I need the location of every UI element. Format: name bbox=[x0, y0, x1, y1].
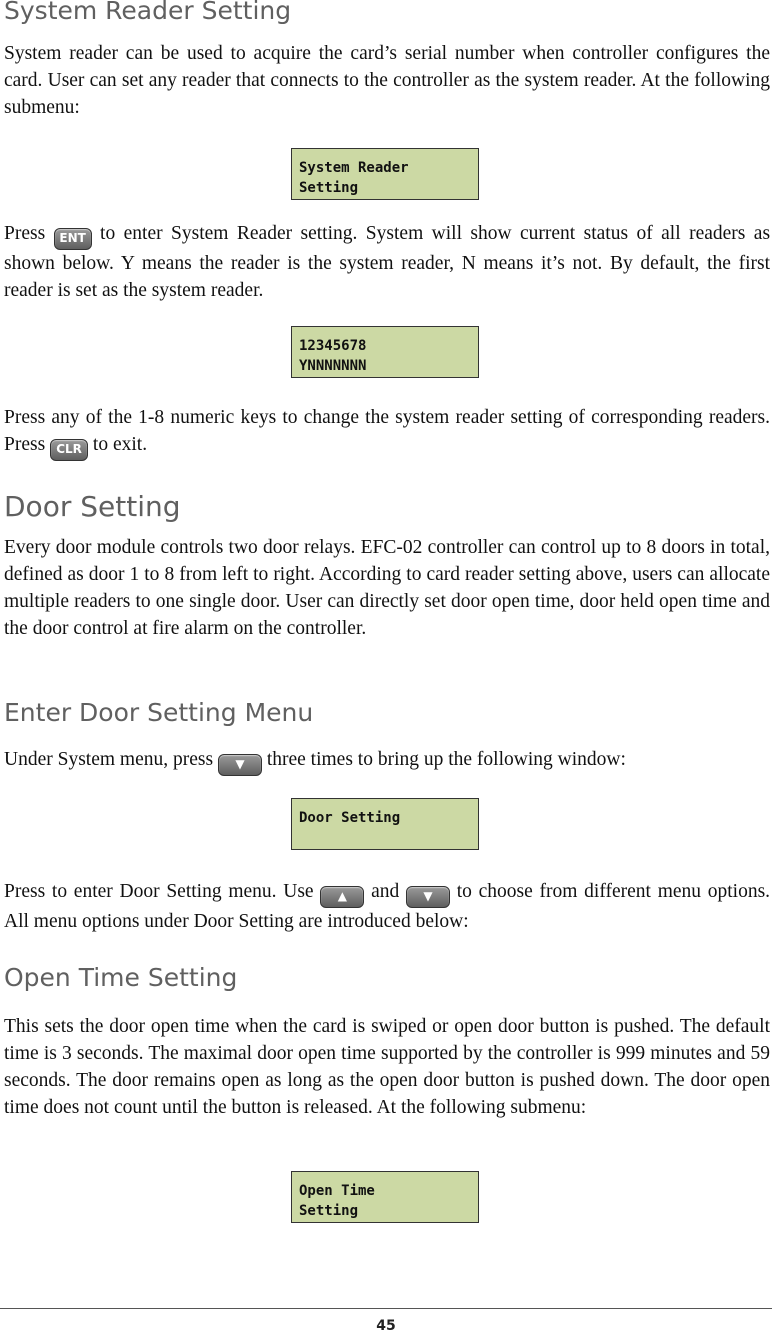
exit-text: to exit. bbox=[92, 434, 148, 455]
lcd-system-reader-setting bbox=[291, 148, 479, 200]
press-enter-text: Press to enter Door Setting menu. Use bbox=[4, 881, 314, 902]
door-setting-para: Every door module controls two door relays. EFC-02 controller can control up to 8 doors in total, defined as door 1 to 8 from left to right. According to card reader setting above, users can allocate multiple readers to one single door. User can directly set door open time, door held open time and the door control at fire alarm on the controller. bbox=[4, 537, 770, 639]
enter-door-menu-para bbox=[4, 746, 770, 776]
up-arrow-key-icon: ▲ bbox=[320, 886, 364, 908]
change-text: Press any of the 1-8 numeric keys to change the system reader setting of corresponding readers. Press bbox=[4, 407, 770, 455]
lcd-line-1: Open Time bbox=[299, 1183, 375, 1199]
system-reader-heading: System Reader Setting bbox=[4, 0, 292, 25]
press-text: Press bbox=[4, 223, 46, 244]
lcd-door-setting bbox=[291, 798, 479, 850]
lcd-line-2: Setting bbox=[299, 1203, 359, 1219]
footer-divider bbox=[0, 1308, 772, 1309]
under-system-text: Under System menu, press bbox=[4, 749, 214, 770]
down-arrow-key-icon: ▼ bbox=[406, 886, 450, 908]
lcd-line-1: 12345678 bbox=[299, 338, 367, 354]
system-reader-change-para bbox=[4, 404, 770, 461]
clr-key-icon: CLR bbox=[50, 439, 88, 461]
choose-options-text: to choose from different menu options. All menu options under Door Setting are introduced below: bbox=[4, 881, 771, 932]
lcd-line-1: System Reader bbox=[299, 160, 409, 176]
enter-text: to enter System Reader setting. System will show current status of all readers as shown below. Y means the reader is the system reader, N means it’s not. By default, the first reader is set as the system reader. bbox=[4, 223, 771, 301]
enter-door-menu-heading: Enter Door Setting Menu bbox=[4, 698, 314, 727]
door-setting-heading: Door Setting bbox=[4, 490, 181, 523]
lcd-line-1: Door Setting bbox=[299, 810, 401, 826]
system-reader-intro: System reader can be used to acquire the card’s serial number when controller configures the card. User can set any reader that connects to the controller as the system reader. At the following submenu: bbox=[4, 43, 770, 118]
and-text: and bbox=[371, 881, 400, 902]
three-times-text: three times to bring up the following window: bbox=[266, 749, 626, 770]
lcd-open-time-setting bbox=[291, 1171, 479, 1223]
down-arrow-key-icon: ▼ bbox=[218, 754, 262, 776]
door-menu-nav-para bbox=[4, 878, 770, 935]
page-number: 45 bbox=[376, 1318, 396, 1334]
system-reader-enter-para bbox=[4, 220, 770, 304]
open-time-heading: Open Time Setting bbox=[4, 963, 238, 992]
open-time-para: This sets the door open time when the card is swiped or open door button is pushed. The default time is 3 seconds. The maximal door open time supported by the controller is 999 minutes and 59 seconds. The door remains open as long as the open door button is pushed down. The door open time does not count until the button is released. At the following submenu: bbox=[4, 1016, 770, 1118]
lcd-line-2: YNNNNNNN bbox=[299, 358, 367, 374]
ent-key-icon: ENT bbox=[54, 228, 92, 250]
lcd-line-2: Setting bbox=[299, 180, 359, 196]
lcd-reader-status bbox=[291, 326, 479, 378]
